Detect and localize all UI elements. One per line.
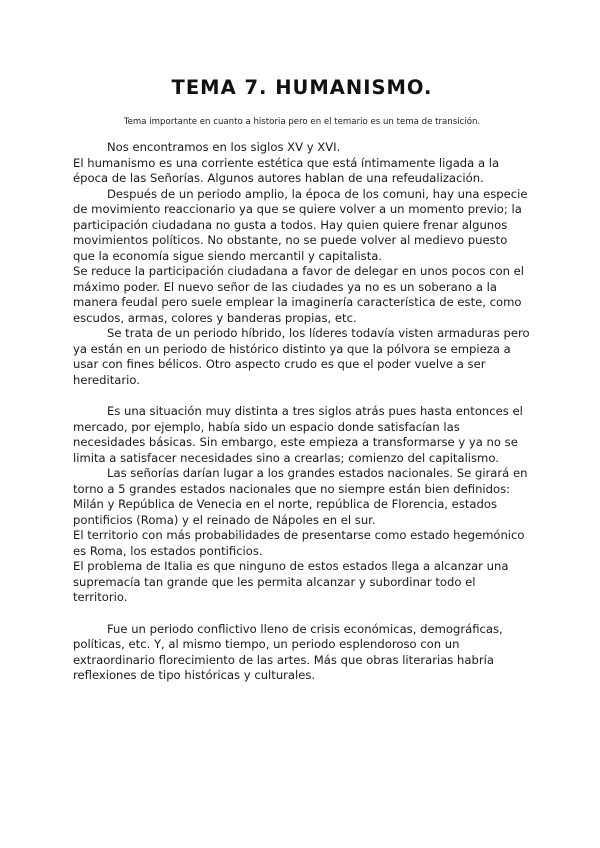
paragraph: Nos encontramos en los siglos XV y XVI. [107,140,341,154]
paragraph: El territorio con más probabilidades de presentarse como estado hegemónico es Roma, los estados pontificios. [73,528,525,558]
subtitle: Tema importante en cuanto a historia pero en el temario es un tema de transición. [123,117,481,127]
paragraph: El humanismo es una corriente estética que está íntimamente ligada a la época de las Señorías. Algunos autores hablan de una refeudalización. [73,155,500,185]
paragraph: Se trata de un periodo híbrido, los líderes todavía visten armaduras pero ya están en un periodo de histórico distinto ya que la pólvora se empieza a usar con fines bélicos. Otro aspecto crudo es que el poder vuelve a ser hereditario. [73,326,530,387]
paragraph: Se reduce la participación ciudadana a favor de delegar en unos pocos con el máximo poder. El nuevo señor de las ciudades ya no es un soberano a la manera feudal pero suele emplear la imaginería característica de este, como escudos, armas, colores y banderas propias, etc. [73,264,525,325]
paragraph: Es una situación muy distinta a tres siglos atrás pues hasta entonces el mercado, por ejemplo, había sido un espacio donde satisfacían las necesidades básicas. Sin embargo, este empieza a transformarse y ya no se limita a satisfacer necesidades sino a crearlas; comienzo del capitalismo. [73,404,523,465]
document-page [73,76,531,684]
paragraph-gap [73,388,531,404]
document-body [73,140,531,684]
paragraph: Fue un periodo conflictivo lleno de crisis económicas, demográficas, políticas, etc. Y, al mismo tiempo, un periodo esplendoroso con un extraordinario florecimiento de las artes. Más que obras literarias habría reflexiones de tipo históricas y culturales. [73,621,503,682]
paragraph-gap [73,606,531,622]
page-title: TEMA 7. HUMANISMO. [171,76,433,99]
paragraph: Las señorías darían lugar a los grandes estados nacionales. Se girará en torno a 5 grandes estados nacionales que no siempre están bien definidos: Milán y República de Venecia en el norte, república de Florencia, estados pontificios (Roma) y el reinado de Nápoles en el sur. [73,466,528,527]
paragraph: Después de un periodo amplio, la época de los comuni, hay una especie de movimiento reaccionario ya que se quiere volver a un momento previo; la participación ciudadana no gusta a todos. Hay quien quiere frenar algunos movimientos políticos. No obstante, no se puede volver al medievo puesto que la economía sigue siendo mercantil y capitalista. [73,186,528,263]
paragraph: El problema de Italia es que ninguno de estos estados llega a alcanzar una supremacía tan grande que les permita alcanzar y subordinar todo el territorio. [73,559,509,604]
